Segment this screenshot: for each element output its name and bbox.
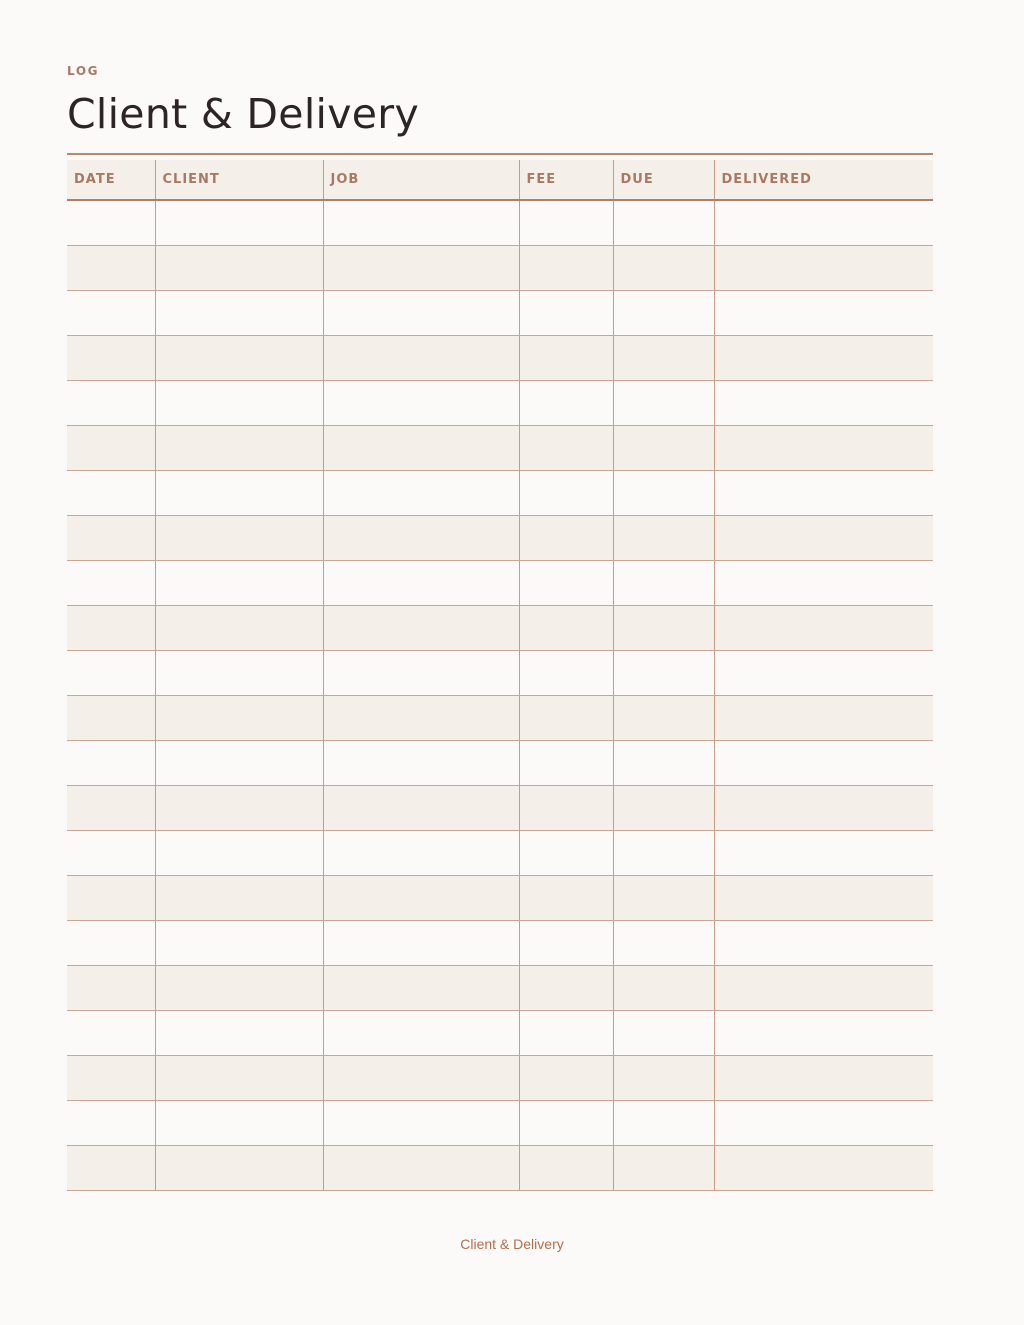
cell-date[interactable]: [67, 966, 155, 1011]
cell-fee[interactable]: [519, 1146, 613, 1191]
cell-date[interactable]: [67, 786, 155, 831]
cell-job[interactable]: [323, 291, 519, 336]
cell-client[interactable]: [155, 246, 323, 291]
cell-client[interactable]: [155, 381, 323, 426]
column-header-delivered: DELIVERED: [714, 160, 933, 200]
cell-fee[interactable]: [519, 651, 613, 696]
cell-fee[interactable]: [519, 921, 613, 966]
cell-date[interactable]: [67, 426, 155, 471]
header-row: [67, 160, 933, 200]
footer-label: Client & Delivery: [460, 1236, 564, 1252]
cell-delivered[interactable]: [714, 381, 933, 426]
cell-date[interactable]: [67, 1056, 155, 1101]
cell-client[interactable]: [155, 336, 323, 381]
column-header-date: DATE: [67, 160, 155, 200]
cell-due[interactable]: [613, 336, 714, 381]
cell-client[interactable]: [155, 651, 323, 696]
cell-due[interactable]: [613, 381, 714, 426]
cell-due[interactable]: [613, 741, 714, 786]
cell-due[interactable]: [613, 291, 714, 336]
cell-fee[interactable]: [519, 426, 613, 471]
cell-client[interactable]: [155, 291, 323, 336]
cell-delivered[interactable]: [714, 876, 933, 921]
table-row: [67, 966, 933, 1011]
cell-date[interactable]: [67, 1011, 155, 1056]
cell-job[interactable]: [323, 336, 519, 381]
cell-fee[interactable]: [519, 200, 613, 246]
cell-date[interactable]: [67, 1101, 155, 1146]
table-row: [67, 1146, 933, 1191]
cell-client[interactable]: [155, 1011, 323, 1056]
table-row: [67, 696, 933, 741]
cell-fee[interactable]: [519, 966, 613, 1011]
cell-delivered[interactable]: [714, 471, 933, 516]
cell-job[interactable]: [323, 381, 519, 426]
cell-job[interactable]: [323, 246, 519, 291]
cell-due[interactable]: [613, 876, 714, 921]
column-header-fee: FEE: [519, 160, 613, 200]
cell-delivered[interactable]: [714, 966, 933, 1011]
cell-due[interactable]: [613, 921, 714, 966]
cell-fee[interactable]: [519, 381, 613, 426]
cell-due[interactable]: [613, 786, 714, 831]
cell-date[interactable]: [67, 831, 155, 876]
table-row: [67, 200, 933, 246]
cell-delivered[interactable]: [714, 651, 933, 696]
cell-delivered[interactable]: [714, 246, 933, 291]
cell-fee[interactable]: [519, 246, 613, 291]
table-row: [67, 336, 933, 381]
cell-date[interactable]: [67, 291, 155, 336]
table-row: [67, 1101, 933, 1146]
cell-delivered[interactable]: [714, 291, 933, 336]
cell-date[interactable]: [67, 200, 155, 246]
cell-delivered[interactable]: [714, 741, 933, 786]
cell-client[interactable]: [155, 1101, 323, 1146]
table-row: [67, 741, 933, 786]
cell-fee[interactable]: [519, 831, 613, 876]
table-row: [67, 561, 933, 606]
cell-date[interactable]: [67, 561, 155, 606]
cell-due[interactable]: [613, 200, 714, 246]
table-row: [67, 291, 933, 336]
table-row: [67, 381, 933, 426]
cell-job[interactable]: [323, 651, 519, 696]
table-row: [67, 876, 933, 921]
cell-fee[interactable]: [519, 606, 613, 651]
cell-fee[interactable]: [519, 561, 613, 606]
top-rule: [67, 153, 933, 155]
table-row: [67, 426, 933, 471]
cell-client[interactable]: [155, 831, 323, 876]
cell-delivered[interactable]: [714, 921, 933, 966]
cell-fee[interactable]: [519, 291, 613, 336]
table-row: [67, 1011, 933, 1056]
cell-delivered[interactable]: [714, 516, 933, 561]
cell-date[interactable]: [67, 696, 155, 741]
cell-fee[interactable]: [519, 741, 613, 786]
column-header-job: JOB: [323, 160, 519, 200]
cell-client[interactable]: [155, 786, 323, 831]
cell-due[interactable]: [613, 516, 714, 561]
cell-job[interactable]: [323, 786, 519, 831]
cell-fee[interactable]: [519, 516, 613, 561]
cell-date[interactable]: [67, 741, 155, 786]
table-row: [67, 246, 933, 291]
cell-due[interactable]: [613, 561, 714, 606]
cell-due[interactable]: [613, 246, 714, 291]
cell-due[interactable]: [613, 831, 714, 876]
cell-client[interactable]: [155, 966, 323, 1011]
cell-client[interactable]: [155, 471, 323, 516]
cell-job[interactable]: [323, 831, 519, 876]
cell-date[interactable]: [67, 1146, 155, 1191]
table-row: [67, 651, 933, 696]
cell-delivered[interactable]: [714, 1011, 933, 1056]
cell-delivered[interactable]: [714, 1146, 933, 1191]
cell-job[interactable]: [323, 696, 519, 741]
cell-fee[interactable]: [519, 336, 613, 381]
cell-client[interactable]: [155, 561, 323, 606]
cell-delivered[interactable]: [714, 831, 933, 876]
cell-client[interactable]: [155, 876, 323, 921]
cell-job[interactable]: [323, 1101, 519, 1146]
cell-client[interactable]: [155, 200, 323, 246]
cell-delivered[interactable]: [714, 1101, 933, 1146]
table-row: [67, 786, 933, 831]
cell-delivered[interactable]: [714, 561, 933, 606]
cell-fee[interactable]: [519, 1101, 613, 1146]
table-row: [67, 606, 933, 651]
cell-fee[interactable]: [519, 1011, 613, 1056]
cell-date[interactable]: [67, 336, 155, 381]
cell-date[interactable]: [67, 381, 155, 426]
cell-date[interactable]: [67, 921, 155, 966]
cell-due[interactable]: [613, 426, 714, 471]
table-row: [67, 831, 933, 876]
cell-delivered[interactable]: [714, 336, 933, 381]
cell-client[interactable]: [155, 606, 323, 651]
cell-job[interactable]: [323, 1011, 519, 1056]
cell-due[interactable]: [613, 1011, 714, 1056]
cell-fee[interactable]: [519, 471, 613, 516]
cell-due[interactable]: [613, 651, 714, 696]
eyebrow-label: LOG: [67, 64, 100, 78]
table-row: [67, 516, 933, 561]
cell-fee[interactable]: [519, 786, 613, 831]
cell-fee[interactable]: [519, 1056, 613, 1101]
cell-client[interactable]: [155, 696, 323, 741]
cell-date[interactable]: [67, 651, 155, 696]
cell-date[interactable]: [67, 606, 155, 651]
table-row: [67, 921, 933, 966]
cell-delivered[interactable]: [714, 606, 933, 651]
log-table-body: [67, 200, 933, 1191]
cell-client[interactable]: [155, 741, 323, 786]
cell-job[interactable]: [323, 471, 519, 516]
cell-client[interactable]: [155, 1146, 323, 1191]
page-title: Client & Delivery: [67, 90, 420, 138]
cell-job[interactable]: [323, 1056, 519, 1101]
table-row: [67, 1056, 933, 1101]
cell-job[interactable]: [323, 426, 519, 471]
cell-delivered[interactable]: [714, 426, 933, 471]
cell-job[interactable]: [323, 1146, 519, 1191]
cell-due[interactable]: [613, 606, 714, 651]
cell-due[interactable]: [613, 1146, 714, 1191]
column-header-due: DUE: [613, 160, 714, 200]
cell-delivered[interactable]: [714, 696, 933, 741]
cell-job[interactable]: [323, 921, 519, 966]
cell-job[interactable]: [323, 966, 519, 1011]
cell-job[interactable]: [323, 876, 519, 921]
cell-job[interactable]: [323, 561, 519, 606]
cell-job[interactable]: [323, 741, 519, 786]
cell-client[interactable]: [155, 516, 323, 561]
cell-due[interactable]: [613, 471, 714, 516]
cell-due[interactable]: [613, 1056, 714, 1101]
cell-client[interactable]: [155, 1056, 323, 1101]
cell-fee[interactable]: [519, 876, 613, 921]
cell-job[interactable]: [323, 200, 519, 246]
cell-due[interactable]: [613, 1101, 714, 1146]
cell-date[interactable]: [67, 876, 155, 921]
cell-job[interactable]: [323, 516, 519, 561]
cell-delivered[interactable]: [714, 200, 933, 246]
cell-fee[interactable]: [519, 696, 613, 741]
cell-date[interactable]: [67, 246, 155, 291]
cell-due[interactable]: [613, 966, 714, 1011]
log-table: [67, 160, 933, 1191]
column-header-client: CLIENT: [155, 160, 323, 200]
cell-date[interactable]: [67, 516, 155, 561]
table-row: [67, 471, 933, 516]
cell-delivered[interactable]: [714, 1056, 933, 1101]
cell-client[interactable]: [155, 426, 323, 471]
cell-delivered[interactable]: [714, 786, 933, 831]
cell-client[interactable]: [155, 921, 323, 966]
cell-due[interactable]: [613, 696, 714, 741]
cell-job[interactable]: [323, 606, 519, 651]
cell-date[interactable]: [67, 471, 155, 516]
